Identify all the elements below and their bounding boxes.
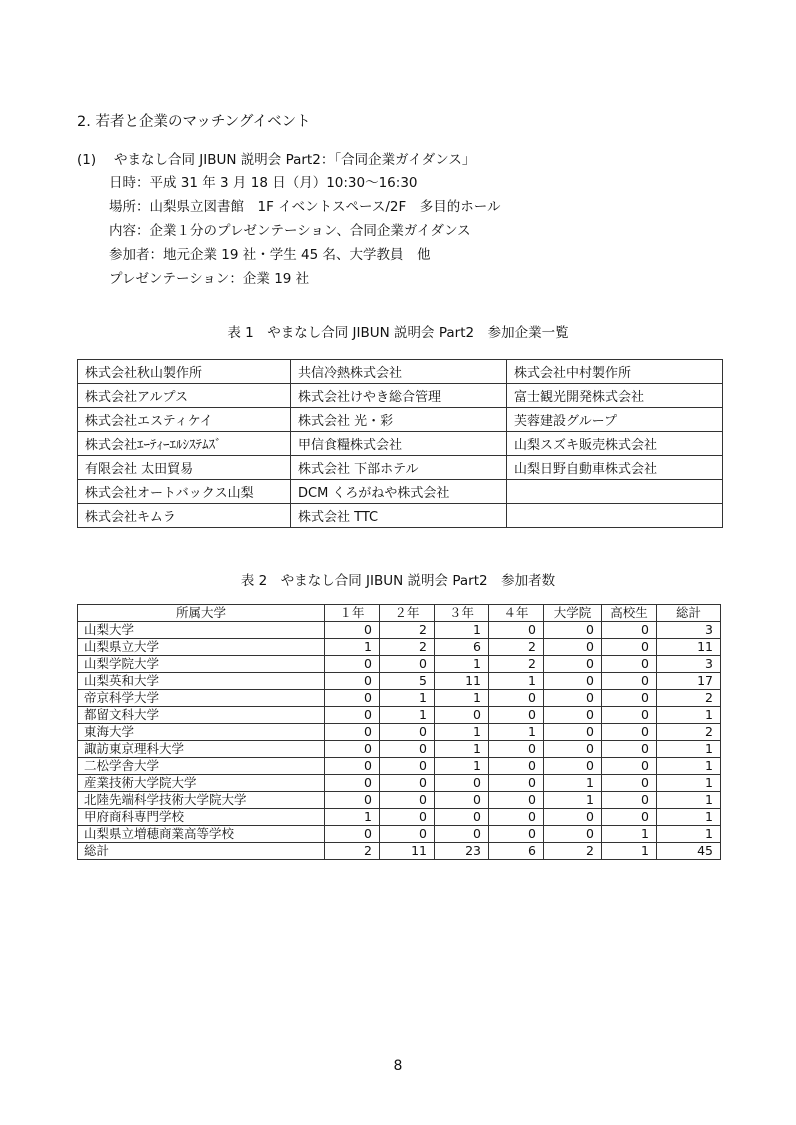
count-cell: 17 (657, 673, 721, 690)
count-cell: 0 (602, 656, 657, 673)
count-cell: 1 (325, 639, 380, 656)
count-cell: 0 (602, 809, 657, 826)
count-cell: 0 (544, 690, 602, 707)
count-cell: 0 (602, 690, 657, 707)
company-cell (507, 504, 723, 528)
count-cell: 2 (544, 843, 602, 860)
count-cell: 1 (657, 707, 721, 724)
company-cell: 株式会社 TTC (291, 504, 507, 528)
count-cell: 1 (602, 843, 657, 860)
count-cell: 0 (325, 690, 380, 707)
participants-table (77, 604, 721, 860)
school-name-cell: 山梨県立増穂商業高等学校 (78, 826, 325, 843)
count-cell: 0 (325, 673, 380, 690)
count-cell: 1 (544, 792, 602, 809)
count-cell: 11 (435, 673, 489, 690)
table-row (78, 741, 721, 758)
event-date: 日時：平成 31 年 3 月 18 日（月）10:30～16:30 (109, 175, 418, 191)
count-cell: 0 (489, 809, 544, 826)
table-row (78, 360, 723, 384)
count-cell: 0 (489, 792, 544, 809)
company-cell: 株式会社 下部ホテル (291, 456, 507, 480)
count-cell: 45 (657, 843, 721, 860)
count-cell: 0 (489, 775, 544, 792)
count-cell: 0 (380, 809, 435, 826)
count-cell: 1 (435, 724, 489, 741)
count-cell: 3 (657, 656, 721, 673)
company-cell: 富士観光開発株式会社 (507, 384, 723, 408)
count-cell: 0 (325, 741, 380, 758)
school-name-cell: 諏訪東京理科大学 (78, 741, 325, 758)
school-name-cell: 産業技術大学院大学 (78, 775, 325, 792)
count-cell: 0 (435, 809, 489, 826)
count-cell: 1 (657, 826, 721, 843)
total-row (78, 843, 721, 860)
table-row (78, 792, 721, 809)
count-cell: 0 (602, 758, 657, 775)
company-cell: 株式会社 光・彩 (291, 408, 507, 432)
count-cell: 1 (657, 758, 721, 775)
school-name-cell: 山梨県立大学 (78, 639, 325, 656)
count-cell: 0 (325, 707, 380, 724)
count-cell: 6 (435, 639, 489, 656)
count-cell: 1 (544, 775, 602, 792)
company-cell: 共信冷熱株式会社 (291, 360, 507, 384)
count-cell: 0 (380, 656, 435, 673)
event-venue: 場所：山梨県立図書館 1F イベントスペース/2F 多目的ホール (109, 199, 501, 215)
count-cell: 5 (380, 673, 435, 690)
count-cell: 0 (380, 792, 435, 809)
page-number: 8 (393, 1058, 403, 1074)
event-content: 内容：企業１分のプレゼンテーション、合同企業ガイダンス (109, 223, 471, 239)
school-name-cell: 甲府商科専門学校 (78, 809, 325, 826)
column-header: １年 (325, 605, 380, 622)
company-cell: 株式会社オートバックス山梨 (78, 480, 291, 504)
count-cell: 0 (435, 792, 489, 809)
school-name-cell: 山梨英和大学 (78, 673, 325, 690)
count-cell: 0 (602, 622, 657, 639)
count-cell: 1 (435, 622, 489, 639)
school-name-cell: 総計 (78, 843, 325, 860)
count-cell: 0 (602, 724, 657, 741)
count-cell: 1 (657, 792, 721, 809)
count-cell: 0 (602, 741, 657, 758)
count-cell: 1 (657, 741, 721, 758)
count-cell: 6 (489, 843, 544, 860)
company-cell: 山梨スズキ販売株式会社 (507, 432, 723, 456)
company-cell: DCM くろがねや株式会社 (291, 480, 507, 504)
event-title: やまなし合同 JIBUN 説明会 Part2：「合同企業ガイダンス」 (114, 152, 476, 168)
count-cell: 0 (435, 707, 489, 724)
count-cell: 0 (380, 741, 435, 758)
table-row (78, 758, 721, 775)
table1-caption: 表 1 やまなし合同 JIBUN 説明会 Part2 参加企業一覧 (227, 325, 569, 341)
count-cell: 2 (380, 622, 435, 639)
table-row (78, 639, 721, 656)
company-cell: 甲信食糧株式会社 (291, 432, 507, 456)
column-header: 高校生 (602, 605, 657, 622)
company-cell: 有限会社 太田貿易 (78, 456, 291, 480)
table-row (78, 673, 721, 690)
count-cell: 1 (489, 673, 544, 690)
count-cell: 0 (544, 741, 602, 758)
event-details (109, 171, 500, 291)
company-cell: 芙蓉建設グループ (507, 408, 723, 432)
count-cell: 23 (435, 843, 489, 860)
table2-caption: 表 2 やまなし合同 JIBUN 説明会 Part2 参加者数 (240, 573, 556, 589)
count-cell: 0 (380, 724, 435, 741)
count-cell: 0 (602, 792, 657, 809)
count-cell: 0 (325, 656, 380, 673)
table-header-row (78, 605, 721, 622)
count-cell: 0 (544, 809, 602, 826)
column-header: 大学院 (544, 605, 602, 622)
company-cell: 株式会社ｴｰﾃｨｰｴﾙｼｽﾃﾑｽﾞ (78, 432, 291, 456)
table-row (78, 656, 721, 673)
event-heading (77, 148, 475, 168)
count-cell: 1 (602, 826, 657, 843)
count-cell: 0 (544, 622, 602, 639)
company-cell: 株式会社キムラ (78, 504, 291, 528)
count-cell: 11 (657, 639, 721, 656)
school-name-cell: 山梨学院大学 (78, 656, 325, 673)
school-name-cell: 東海大学 (78, 724, 325, 741)
school-name-cell: 二松学舎大学 (78, 758, 325, 775)
table-row (78, 504, 723, 528)
school-name-cell: 山梨大学 (78, 622, 325, 639)
count-cell: 0 (435, 826, 489, 843)
company-cell: 山梨日野自動車株式会社 (507, 456, 723, 480)
section-title: 2. 若者と企業のマッチングイベント (77, 114, 311, 130)
column-header: ３年 (435, 605, 489, 622)
count-cell: 1 (380, 690, 435, 707)
count-cell: 0 (489, 826, 544, 843)
count-cell: 0 (325, 758, 380, 775)
count-cell: 1 (380, 707, 435, 724)
table-row (78, 384, 723, 408)
count-cell: 0 (380, 775, 435, 792)
count-cell: 2 (325, 843, 380, 860)
table-row (78, 456, 723, 480)
count-cell: 3 (657, 622, 721, 639)
count-cell: 1 (657, 775, 721, 792)
company-cell: 株式会社エスティケイ (78, 408, 291, 432)
column-header: ２年 (380, 605, 435, 622)
count-cell: 1 (489, 724, 544, 741)
count-cell: 0 (380, 758, 435, 775)
table-row (78, 826, 721, 843)
count-cell: 0 (602, 673, 657, 690)
count-cell: 1 (435, 741, 489, 758)
count-cell: 0 (435, 775, 489, 792)
count-cell: 0 (544, 758, 602, 775)
table-row (78, 408, 723, 432)
count-cell: 0 (325, 724, 380, 741)
count-cell: 1 (325, 809, 380, 826)
table-row (78, 480, 723, 504)
count-cell: 2 (380, 639, 435, 656)
company-cell: 株式会社けやき総合管理 (291, 384, 507, 408)
count-cell: 2 (489, 639, 544, 656)
count-cell: 2 (657, 690, 721, 707)
column-header: 所属大学 (78, 605, 325, 622)
table-row (78, 809, 721, 826)
table-row (78, 707, 721, 724)
count-cell: 0 (544, 673, 602, 690)
count-cell: 0 (489, 690, 544, 707)
count-cell: 1 (435, 656, 489, 673)
count-cell: 0 (602, 775, 657, 792)
count-cell: 0 (602, 707, 657, 724)
count-cell: 0 (489, 707, 544, 724)
company-cell: 株式会社アルプス (78, 384, 291, 408)
count-cell: 0 (489, 758, 544, 775)
count-cell: 2 (657, 724, 721, 741)
count-cell: 1 (435, 690, 489, 707)
table-row (78, 775, 721, 792)
companies-table (77, 359, 723, 528)
count-cell: 0 (602, 639, 657, 656)
count-cell: 0 (325, 792, 380, 809)
school-name-cell: 北陸先端科学技術大学院大学 (78, 792, 325, 809)
count-cell: 0 (544, 639, 602, 656)
count-cell: 0 (325, 826, 380, 843)
count-cell: 0 (325, 775, 380, 792)
count-cell: 11 (380, 843, 435, 860)
table-row (78, 724, 721, 741)
event-number: (1) (77, 152, 97, 168)
column-header: 総計 (657, 605, 721, 622)
count-cell: 0 (544, 707, 602, 724)
count-cell: 0 (544, 724, 602, 741)
table-row (78, 432, 723, 456)
count-cell: 0 (489, 741, 544, 758)
column-header: ４年 (489, 605, 544, 622)
count-cell: 2 (489, 656, 544, 673)
company-cell: 株式会社中村製作所 (507, 360, 723, 384)
count-cell: 0 (544, 826, 602, 843)
school-name-cell: 帝京科学大学 (78, 690, 325, 707)
count-cell: 0 (489, 622, 544, 639)
count-cell: 0 (380, 826, 435, 843)
company-cell: 株式会社秋山製作所 (78, 360, 291, 384)
count-cell: 1 (435, 758, 489, 775)
company-cell (507, 480, 723, 504)
event-presentations: プレゼンテーション：企業 19 社 (109, 271, 310, 287)
school-name-cell: 都留文科大学 (78, 707, 325, 724)
count-cell: 0 (544, 656, 602, 673)
table-row (78, 690, 721, 707)
count-cell: 0 (325, 622, 380, 639)
count-cell: 1 (657, 809, 721, 826)
event-participants: 参加者：地元企業 19 社・学生 45 名、大学教員 他 (109, 247, 431, 263)
table-row (78, 622, 721, 639)
